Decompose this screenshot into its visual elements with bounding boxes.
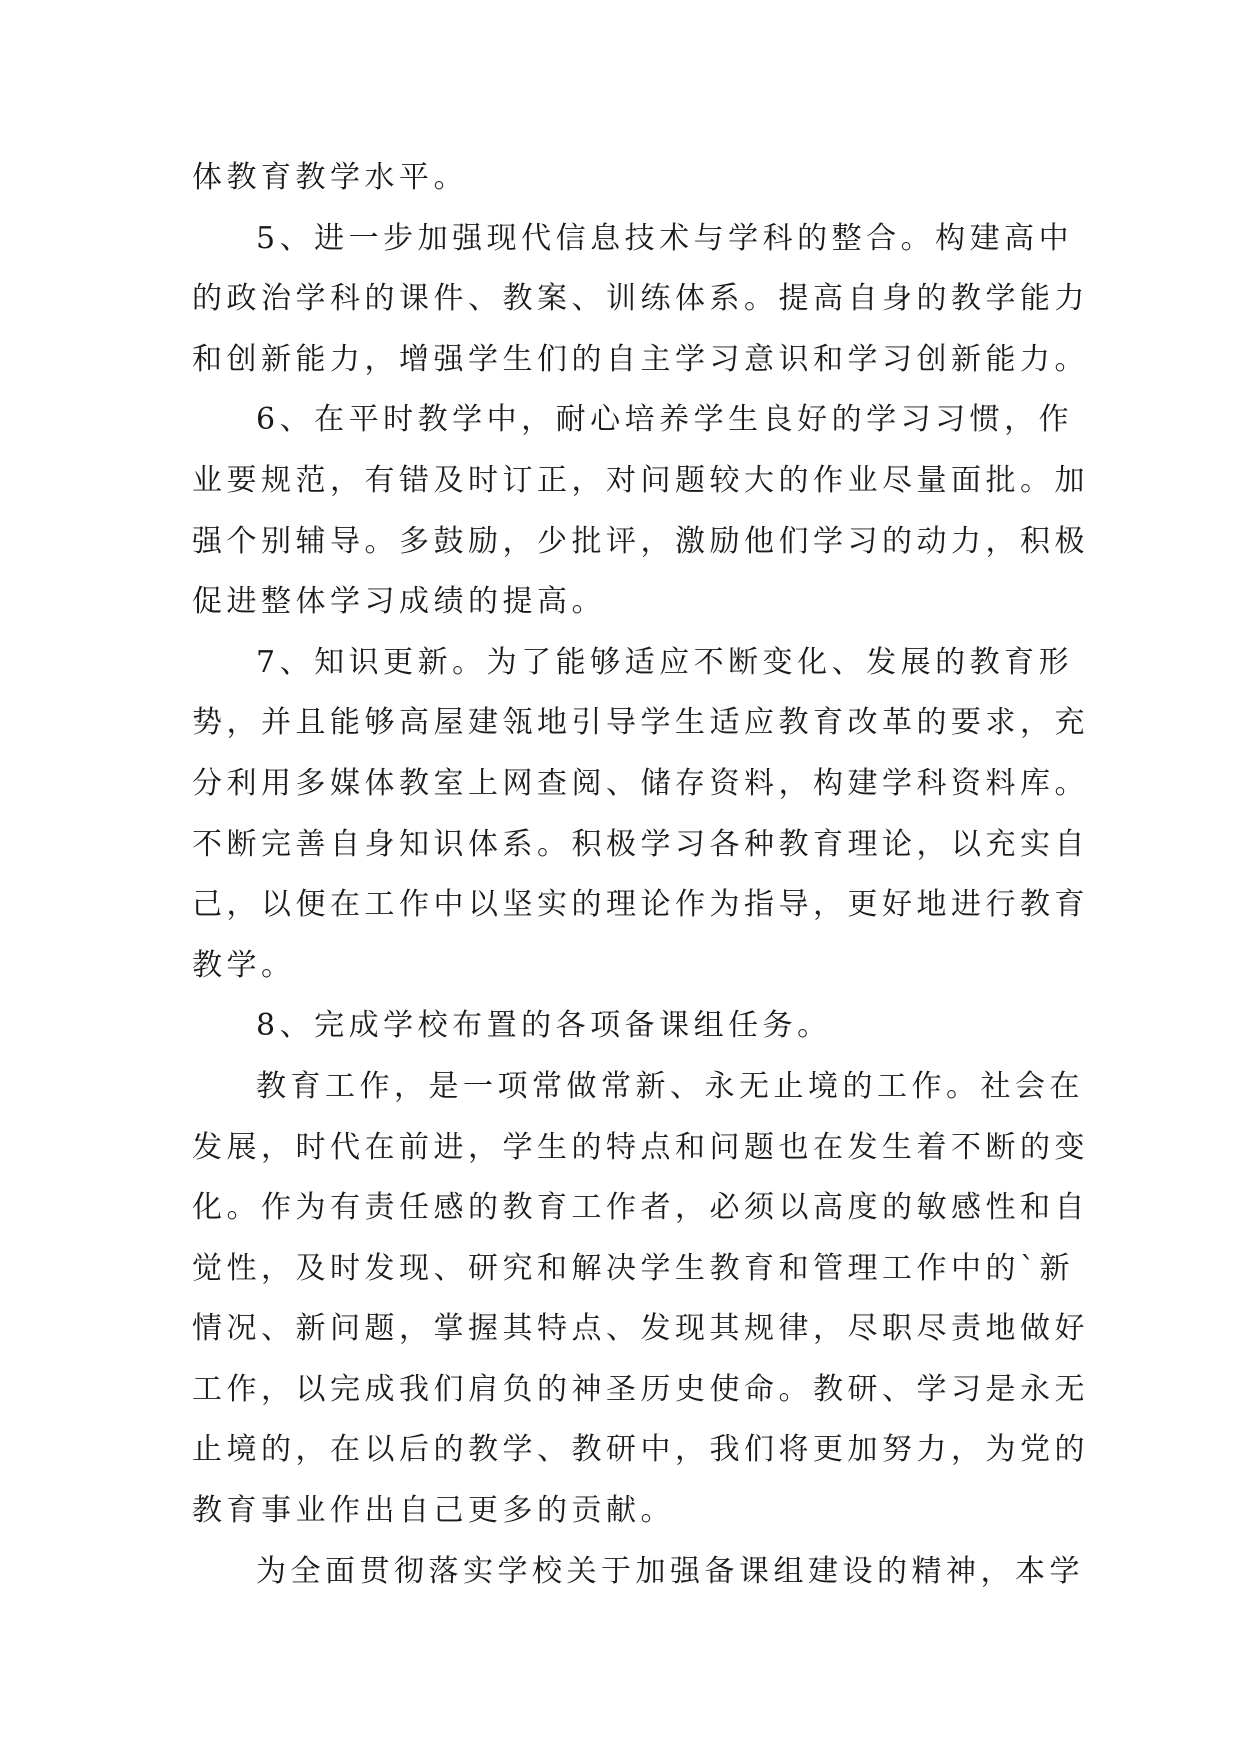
text-line: 体教育教学水平。 (192, 160, 468, 195)
text-line: 和创新能力，增强学生们的自主学习意识和学习创新能力。 (192, 341, 1089, 377)
text-line: 情况、新问题，掌握其特点、发现其规律，尽职尽责地做好 (192, 1311, 1089, 1347)
text-line: 势，并且能够高屋建瓴地引导学生适应教育改革的要求，充 (192, 705, 1089, 741)
text-line: 不断完善自身知识体系。积极学习各种教育理论，以充实自 (192, 826, 1089, 862)
text-line: 6、在平时教学中，耐心培养学生良好的学习习惯，作 (256, 402, 1074, 438)
text-line: 业要规范，有错及时订正，对问题较大的作业尽量面批。加 (192, 462, 1089, 498)
text-line: 促进整体学习成绩的提高。 (192, 584, 606, 620)
text-line: 工作，以完成我们肩负的神圣历史使命。教研、学习是永无 (192, 1371, 1089, 1407)
text-line: 化。作为有责任感的教育工作者，必须以高度的敏感性和自 (192, 1190, 1089, 1226)
text-line: 5、进一步加强现代信息技术与学科的整合。构建高中 (256, 220, 1074, 256)
text-line: 强个别辅导。多鼓励，少批评，激励他们学习的动力，积极 (192, 523, 1089, 559)
text-line: 己，以便在工作中以坚实的理论作为指导，更好地进行教育 (192, 887, 1089, 923)
text-line: 分利用多媒体教室上网查阅、储存资料，构建学科资料库。 (192, 765, 1089, 801)
text-line: 教育事业作出自己更多的贡献。 (192, 1493, 675, 1529)
text-line: 7、知识更新。为了能够适应不断变化、发展的教育形 (256, 644, 1074, 680)
text-line: 教学。 (192, 947, 296, 983)
text-line: 的政治学科的课件、教案、训练体系。提高自身的教学能力 (192, 281, 1089, 317)
text-line: 发展，时代在前进，学生的特点和问题也在发生着不断的变 (192, 1129, 1089, 1165)
text-line: 教育工作，是一项常做常新、永无止境的工作。社会在 (256, 1068, 1084, 1104)
text-line: 觉性，及时发现、研究和解决学生教育和管理工作中的`新 (192, 1250, 1074, 1286)
body-text (192, 148, 1089, 1602)
text-line: 为全面贯彻落实学校关于加强备课组建设的精神，本学 (256, 1553, 1084, 1589)
text-line: 止境的，在以后的教学、教研中，我们将更加努力，为党的 (192, 1432, 1089, 1468)
text-line: 8、完成学校布置的各项备课组任务。 (256, 1008, 832, 1044)
